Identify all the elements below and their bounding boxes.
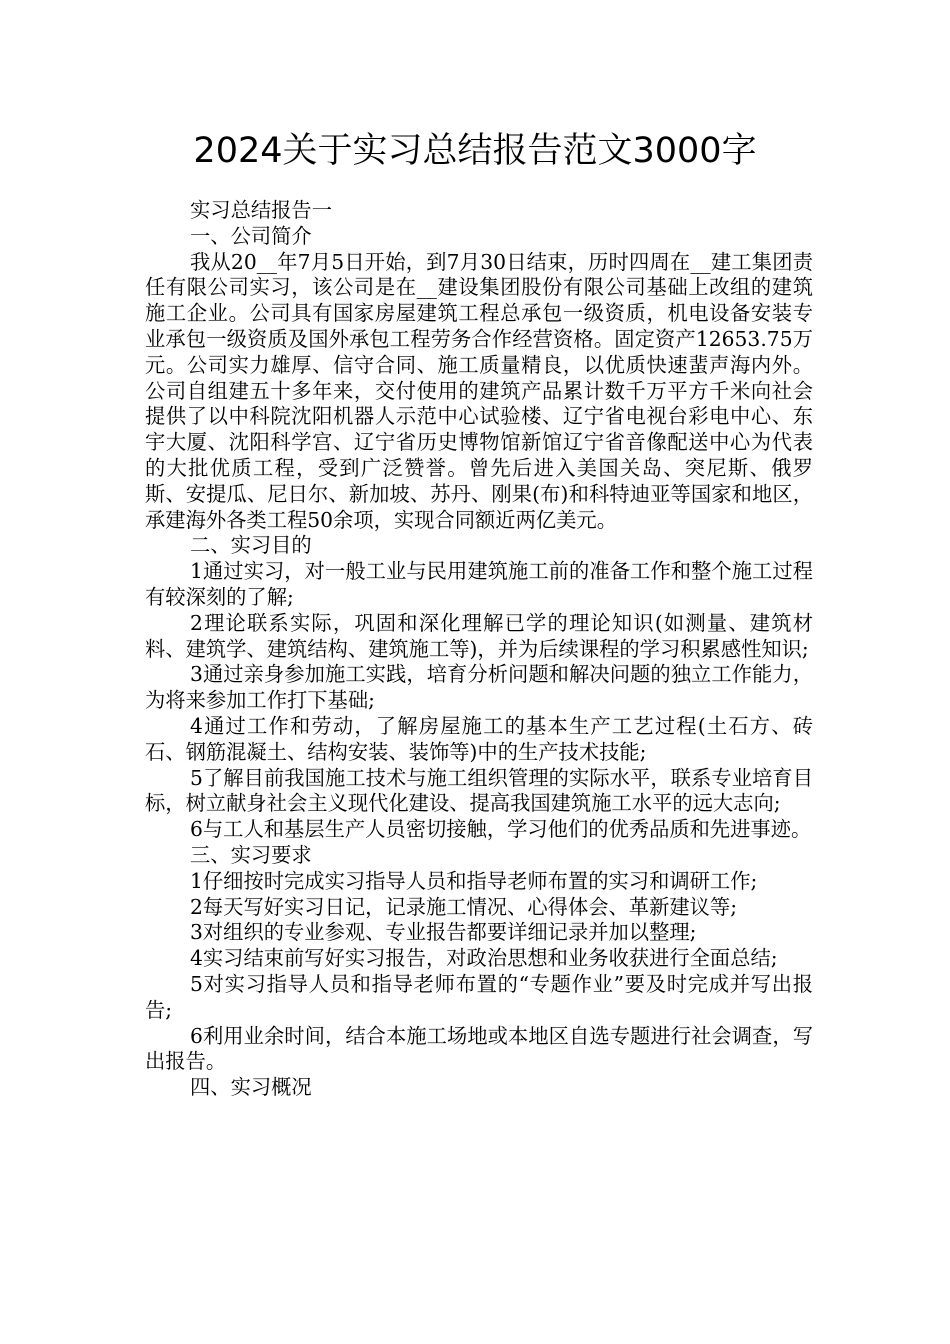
document-title: 2024关于实习总结报告范文3000字 <box>193 131 757 171</box>
section-heading-requirements: 三、实习要求 <box>190 842 312 867</box>
requirement-item-3: 3对组织的专业参观、专业报告都要详细记录并加以整理; <box>190 920 697 945</box>
requirement-item-5: 5对实习指导人员和指导老师布置的“专题作业”要及时完成并写出报告; <box>145 971 813 1022</box>
section-heading-overview: 四、实习概况 <box>190 1075 312 1100</box>
purpose-item-6: 6与工人和基层生产人员密切接触，学习他们的优秀品质和先进事迹。 <box>190 817 812 842</box>
purpose-item-2: 2理论联系实际，巩固和深化理解已学的理论知识(如测量、建筑材料、建筑学、建筑结构、建筑施工等)，并为后续课程的学习积累感性知识; <box>145 610 813 661</box>
requirement-item-4: 4实习结束前写好实习报告，对政治思想和业务收获进行全面总结; <box>190 946 778 971</box>
requirement-item-1: 1仔细按时完成实习指导人员和指导老师布置的实习和调研工作; <box>190 868 758 893</box>
purpose-item-1: 1通过实习，对一般工业与民用建筑施工前的准备工作和整个施工过程有较深刻的了解; <box>145 559 813 609</box>
requirement-item-2: 2每天写好实习日记，记录施工情况、心得体会、革新建议等; <box>190 894 738 919</box>
report-heading: 实习总结报告一 <box>190 198 332 222</box>
section-heading-purpose: 二、实习目的 <box>190 533 312 558</box>
requirement-item-6: 6利用业余时间，结合本施工场地或本地区自选专题进行社会调查，写出报告。 <box>145 1023 813 1074</box>
purpose-item-5: 5了解目前我国施工技术与施工组织管理的实际水平，联系专业培育目标，树立献身社会主义现代化建设、提高我国建筑施工水平的远大志向; <box>145 765 813 816</box>
document-body <box>145 198 813 1101</box>
purpose-item-3: 3通过亲身参加施工实践，培育分析问题和解决问题的独立工作能力，为将来参加工作打下基础; <box>145 662 813 713</box>
section-heading-company: 一、公司简介 <box>190 223 312 248</box>
purpose-item-4: 4通过工作和劳动，了解房屋施工的基本生产工艺过程(土石方、砖石、钢筋混凝土、结构安装、装饰等)中的生产技术技能; <box>145 713 813 764</box>
paragraph-company-intro: 我从20__年7月5日开始，到7月30日结束，历时四周在__建工集团责任有限公司实习，该公司是在__建设集团股份有限公司基础上改组的建筑施工企业。公司具有国家房屋建筑工程总承包一级资质，机电设备安装专业承包一级资质及国外承包工程劳务合作经营资格。固定资产12653.75万元。公司实力雄厚、信守合同、施工质量精良，以优质快速蜚声海内外。公司自组建五十多年来，交付使用的建筑产品累计数千万平方千米向社会提供了以中科院沈阳机器人示范中心试验楼、辽宁省电视台彩电中心、东宇大厦、沈阳科学宫、辽宁省历史博物馆新馆辽宁省音像配送中心为代表的大批优质工程，受到广泛赞誉。曾先后进入美国关岛、突尼斯、俄罗斯、安提瓜、尼日尔、新加坡、苏丹、刚果(布)和科特迪亚等国家和地区，承建海外各类工程50余项，实现合同额近两亿美元。 <box>145 249 813 532</box>
